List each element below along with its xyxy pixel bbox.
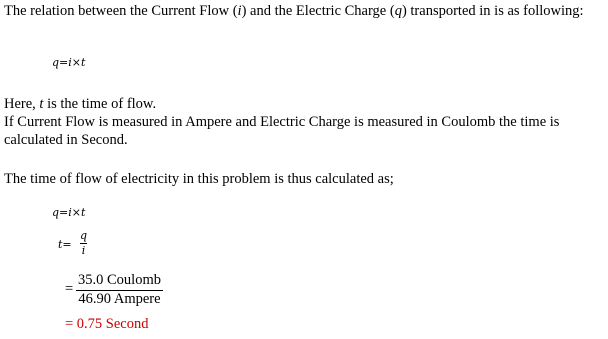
- charge-variable: q: [394, 3, 402, 19]
- fraction-denominator: i: [81, 244, 86, 257]
- calculation-intro: The time of flow of electricity in this problem is thus calculated as;: [4, 171, 394, 187]
- definition-line: [4, 95, 606, 113]
- calc-step-1: q=i×t: [52, 206, 86, 219]
- fraction-numerator: q: [80, 229, 88, 242]
- units-paragraph: If Current Flow is measured in Ampere and Electric Charge is measured in Coulomb the time is calculated in Second.: [4, 114, 560, 148]
- intro-text-2: ) and the Electric Charge (: [241, 3, 395, 19]
- intro-text-1: The relation between the Current Flow (: [4, 3, 238, 19]
- calculation-result: = 0.75 Second: [65, 316, 149, 332]
- definition-text-1: Here,: [4, 96, 40, 112]
- current-variable: i: [237, 3, 242, 19]
- time-variable: t: [39, 96, 44, 112]
- charge-value: 35.0 Coulomb: [78, 272, 161, 288]
- calc-step-2-lhs: t=: [58, 238, 72, 251]
- calc-step-2-fraction: [80, 229, 87, 257]
- current-value: 46.90 Ampere: [78, 291, 161, 307]
- calc-step-3-fraction: [76, 272, 163, 308]
- intro-paragraph: [4, 2, 606, 20]
- relation-formula: [52, 56, 85, 69]
- intro-text-3: ) transported in is as following:: [401, 3, 584, 19]
- calc-step-3-equals: =: [65, 281, 74, 297]
- formula-lhs: q: [52, 56, 60, 69]
- definition-text-2: is the time of flow.: [43, 96, 157, 112]
- formula-rhs: =i×t: [59, 56, 86, 69]
